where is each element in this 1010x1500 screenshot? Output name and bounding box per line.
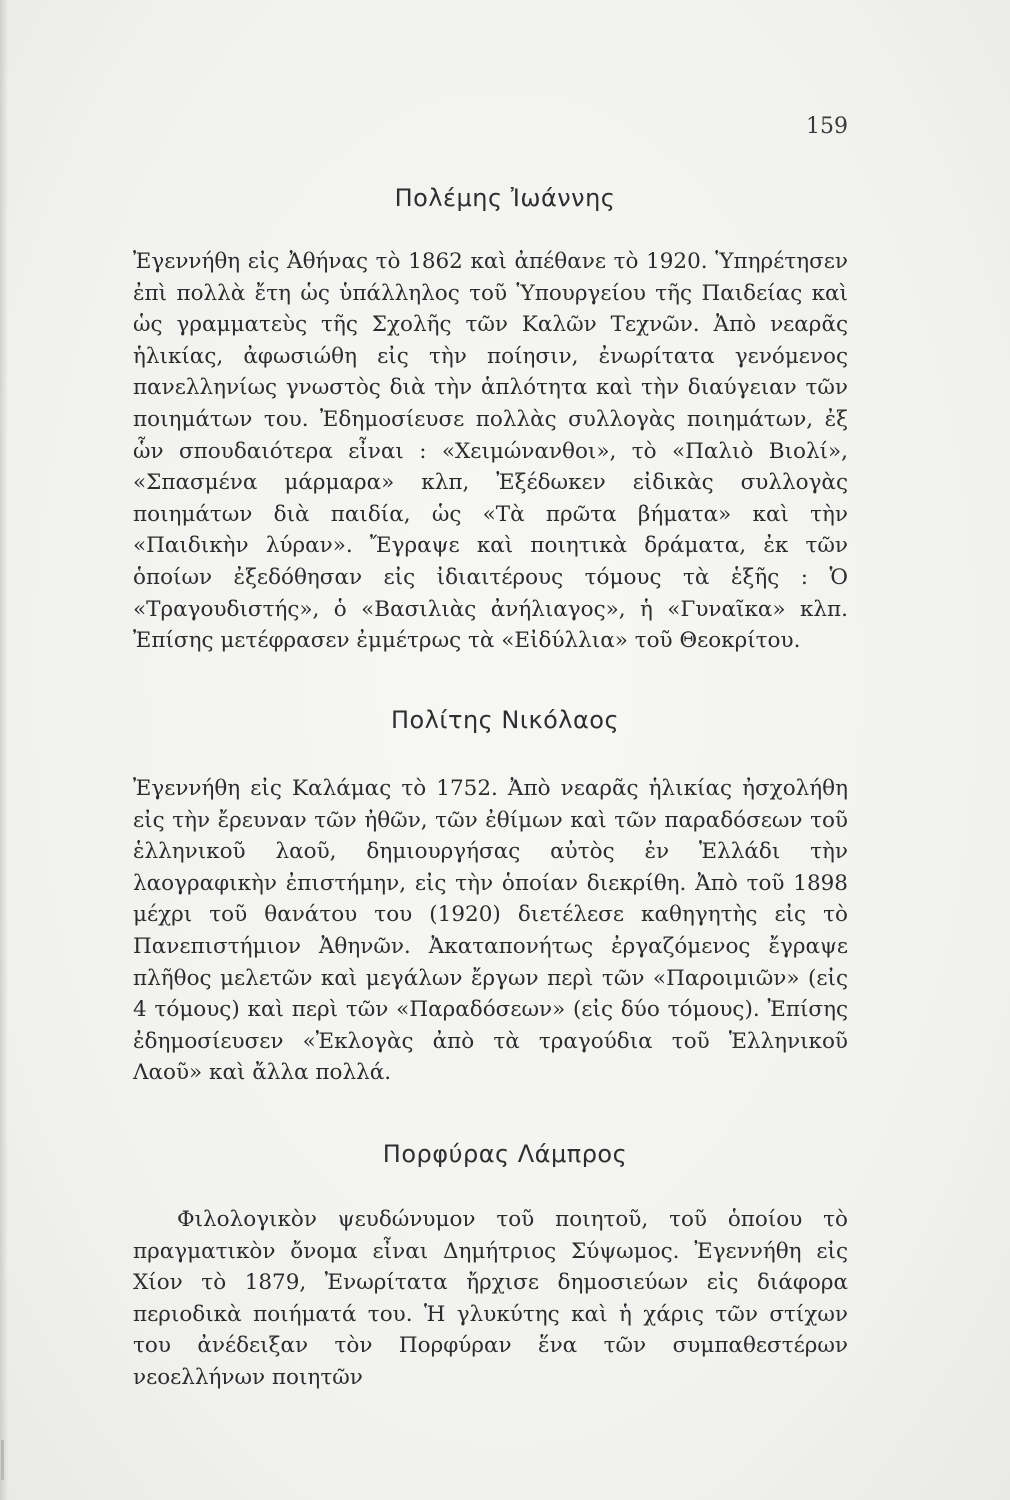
entry-title-porfyras: Πορφύρας Λάμπρος [382, 1140, 628, 1168]
page-number: 159 [806, 114, 848, 139]
page-edge-shadow [0, 0, 8, 1500]
entry-title-politis: Πολίτης Νικόλαος [390, 706, 620, 734]
scan-artifact-mark [1, 1440, 4, 1480]
entry-text-politis: Ἐγεννήθη εἰς Καλάμας τὸ 1752. Ἀπὸ νεαρᾶς ἡλικίας ἠσχολήθη εἰς τὴν ἔρευναν τῶν ἠθῶν, τῶν ἐθίμων καὶ τῶν παραδόσεων τοῦ ἑλληνικοῦ λαοῦ, δημιουργήσας αὐτὸς ἐν Ἑλλάδι τὴν λαογραφικὴν ἐπιστήμην, εἰς τὴν ὁποίαν διεκρίθη. Ἀπὸ τοῦ 1898 μέχρι τοῦ θανάτου του (1920) διετέλεσε καθηγητὴς εἰς τὸ Πανεπιστήμιον Ἀθηνῶν. Ἀκαταπονήτως ἐργαζόμενος ἔγραψε πλῆθος μελετῶν καὶ μεγάλων ἔργων περὶ τῶν «Παροιμιῶν» (εἰς 4 τόμους) καὶ περὶ τῶν «Παραδόσεων» (εἰς δύο τόμους). Ἐπίσης ἐδημοσίευσεν «Ἐκλογὰς ἀπὸ τὰ τραγούδια τοῦ Ἑλληνικοῦ Λαοῦ» καὶ ἄλλα πολλά. [133, 776, 848, 1086]
entry-text-porfyras: Φιλολογικὸν ψευδώνυμον τοῦ ποιητοῦ, τοῦ ὁποίου τὸ πραγματικὸν ὄνομα εἶναι Δημήτριος Σύψωμος. Ἐγεννήθη εἰς Χίον τὸ 1879, Ἐνωρίτατα ἤρχισε δημοσιεύων εἰς διάφορα περιοδικὰ ποιήματά του. Ἡ γλυκύτης καὶ ἡ χάρις τῶν στίχων του ἀνέδειξαν τὸν Πορφύραν ἕνα τῶν συμπαθεστέρων νεοελλήνων ποιητῶν [133, 1207, 848, 1390]
entry-title-polemis: Πολέμης Ἰωάννης [394, 184, 616, 212]
entry-text-polemis: Ἐγεννήθη εἰς Ἀθήνας τὸ 1862 καὶ ἀπέθανε τὸ 1920. Ὑπηρέτησεν ἐπὶ πολλὰ ἔτη ὡς ὑπάλληλος τοῦ Ὑπουργείου τῆς Παιδείας καὶ ὡς γραμματεὺς τῆς Σχολῆς τῶν Καλῶν Τεχνῶν. Ἀπὸ νεαρᾶς ἡλικίας, ἀφωσιώθη εἰς τὴν ποίησιν, ἐνωρίτατα γενόμενος πανελληνίως γνωστὸς διὰ τὴν ἁπλότητα καὶ τὴν διαύγειαν τῶν ποιημάτων του. Ἐδημοσίευσε πολλὰς συλλογὰς ποιημάτων, ἐξ ὧν σπουδαιότερα εἶναι : «Χειμώνανθοι», τὸ «Παλιὸ Βιολί», «Σπασμένα μάρμαρα» κλπ, Ἐξέδωκεν εἰδικὰς συλλογὰς ποιημάτων διὰ παιδία, ὡς «Τὰ πρῶτα βήματα» καὶ τὴν «Παιδικὴν λύραν». Ἔγραψε καὶ ποιητικὰ δράματα, ἐκ τῶν ὁποίων ἐξεδόθησαν εἰς ἰδιαιτέρους τόμους τὰ ἑξῆς : Ὁ «Τραγουδιστής», ὁ «Βασιλιὰς ἀνήλιαγος», ἡ «Γυναῖκα» κλπ. Ἐπίσης μετέφρασεν ἐμμέτρως τὰ «Εἰδύλλια» τοῦ Θεοκρίτου. [133, 249, 848, 654]
